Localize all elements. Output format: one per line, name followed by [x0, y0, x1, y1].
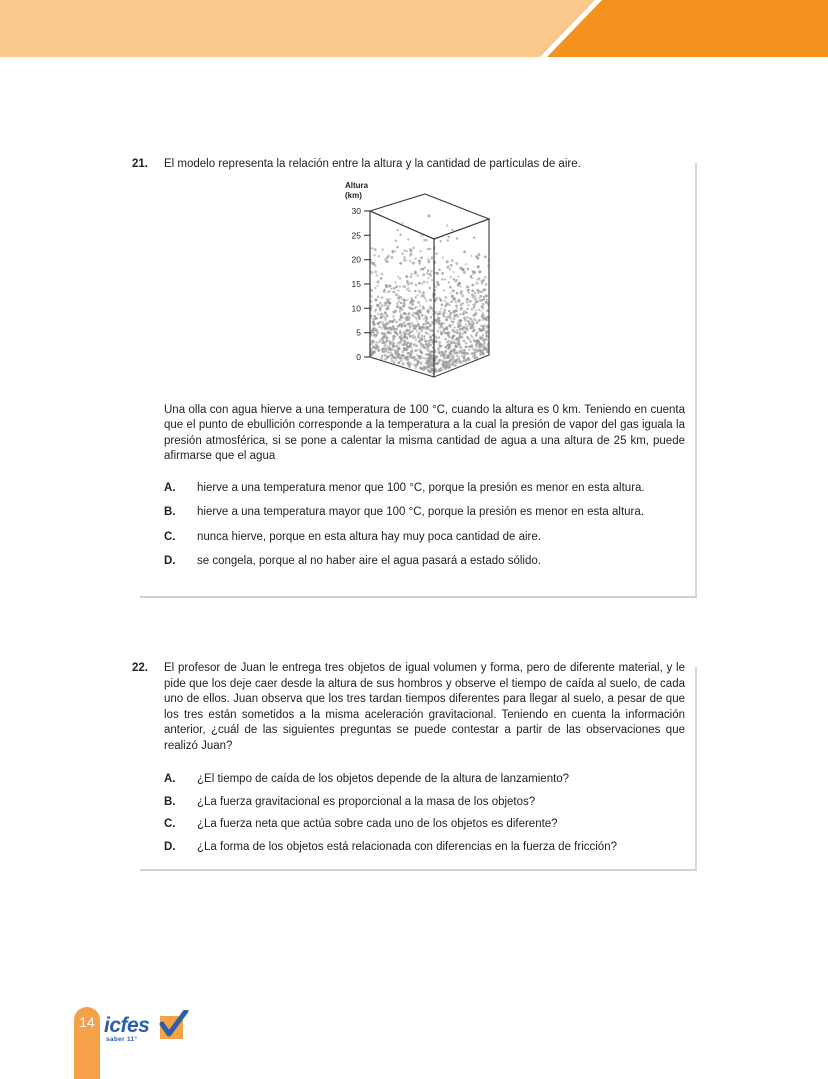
icfes-logo-wordmark: icfes — [104, 1014, 150, 1037]
question-21-stem: El modelo representa la relación entre la altura y la cantidad de partículas de aire. — [164, 158, 581, 170]
checkmark-icon — [156, 1010, 190, 1042]
page-header-banner — [0, 0, 828, 57]
question-22-option-c[interactable] — [164, 817, 685, 833]
page-footer — [0, 991, 828, 1071]
svg-text:0: 0 — [356, 351, 361, 362]
question-21-option-c[interactable] — [164, 530, 685, 546]
air-particles-diagram — [337, 181, 497, 403]
question-21-option-d[interactable] — [164, 554, 685, 570]
option-text: ¿El tiempo de caída de los objetos depende de la altura de lanzamiento? — [197, 773, 570, 785]
option-letter: D. — [164, 840, 176, 853]
question-22-option-d[interactable] — [164, 840, 685, 856]
question-22-bottom-rule — [140, 869, 697, 871]
question-21-options — [164, 481, 697, 570]
option-letter: C. — [164, 530, 176, 543]
option-letter: B. — [164, 506, 176, 518]
svg-text:15: 15 — [351, 278, 361, 289]
option-text: hierve a una temperatura mayor que 100 °C, porque la presión es menor en esta altura. — [197, 506, 644, 518]
question-block-21 — [132, 157, 697, 598]
svg-text:10: 10 — [351, 302, 361, 313]
page-number-tab — [74, 1007, 100, 1079]
question-22-stem: El profesor de Juan le entrega tres objetos de igual volumen y forma, pero de diferente material, y le pide que los deje caer desde la altura de sus hombros y observe el tiempo de caída al suelo, de cada uno de ellos. Juan observa que los tres tardan tiempos diferentes para llegar al suelo, a pesar de que los tres están sometidos a la misma aceleración gravitacional. Teniendo en cuenta la información anterior, ¿cuál de las siguientes preguntas se puede contestar a partir de las observaciones que realizó Juan? — [164, 662, 685, 752]
option-letter: D. — [164, 555, 176, 567]
question-21-option-b[interactable] — [164, 505, 685, 521]
air-particles-svg — [337, 181, 497, 403]
option-letter: A. — [164, 773, 176, 785]
option-text: hierve a una temperatura menor que 100 °C, porque la presión es menor en esta altura. — [197, 481, 645, 494]
question-21-figure — [132, 181, 697, 403]
option-text: ¿La fuerza gravitacional es proporcional a la masa de los objetos? — [197, 795, 536, 808]
svg-text:30: 30 — [351, 205, 361, 216]
svg-text:20: 20 — [351, 254, 361, 265]
question-21-number: 21. — [132, 158, 148, 170]
option-letter: B. — [164, 795, 176, 808]
question-block-22 — [132, 661, 697, 871]
figure-axis-title-line1: Altura — [345, 180, 369, 190]
question-22-right-rule — [695, 667, 697, 871]
svg-text:25: 25 — [351, 229, 361, 240]
option-text: nunca hierve, porque en esta altura hay muy poca cantidad de aire. — [197, 530, 541, 543]
figure-axis-title-line2: (km) — [345, 190, 362, 200]
svg-text:5: 5 — [356, 327, 361, 338]
question-22-number: 22. — [132, 662, 148, 674]
question-22-header — [132, 661, 697, 754]
option-text: se congela, porque al no haber aire el agua pasará a estado sólido. — [197, 555, 541, 567]
option-text: ¿La fuerza neta que actúa sobre cada uno de los objetos es diferente? — [197, 818, 558, 830]
icfes-logo — [104, 1015, 196, 1049]
option-letter: A. — [164, 481, 176, 494]
question-22-options — [164, 772, 697, 855]
question-22-option-b[interactable] — [164, 795, 685, 811]
icfes-logo-tagline: saber 11° — [106, 1036, 138, 1043]
option-letter: C. — [164, 818, 176, 830]
option-text: ¿La forma de los objetos está relacionada con diferencias en la fuerza de fricción? — [197, 840, 617, 853]
question-21-body: Una olla con agua hierve a una temperatura de 100 °C, cuando la altura es 0 km. Teniendo en cuenta que el punto de ebullición corresponde a la temperatura a la cual la presión de vapor del gas iguala la presión atmosférica, si se pone a calentar la misma cantidad de agua a una altura de 25 km, puede afirmarse que el agua — [164, 403, 685, 462]
question-21-option-a[interactable] — [164, 481, 685, 497]
page-number: 14 — [79, 1014, 95, 1030]
question-21-bottom-rule — [140, 596, 697, 598]
question-21-header — [132, 157, 697, 173]
question-22-option-a[interactable] — [164, 772, 685, 788]
